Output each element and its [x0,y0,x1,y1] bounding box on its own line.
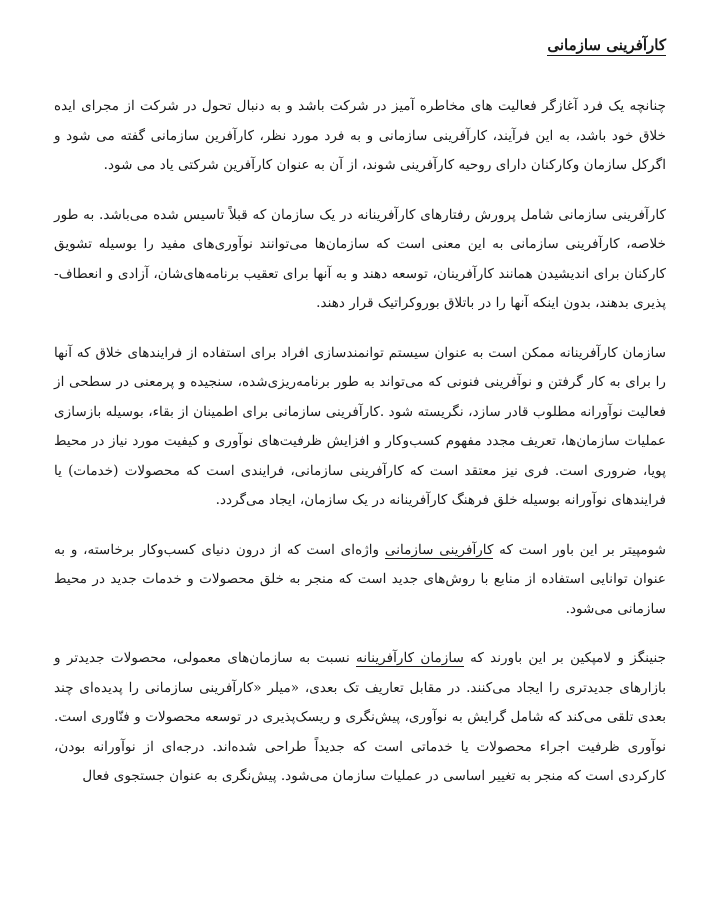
paragraph-5 [54,644,666,792]
paragraph-4 [54,536,666,625]
paragraph-4-before: شومپیتر بر این باور است که [493,541,666,558]
paragraph-1: چنانچه یک فرد آغازگر فعالیت های مخاطره آمیز در شرکت باشد و به دنبال تحول در شرکت از مجرای ایده خلاق خود باشد، به این فرآیند، کارآفرینی سازمانی و به فرد مورد نظر، کارآفرین سازمانی گفته می شود و اگرکل سازمان وکارکنان دارای روحیه کارآفرینی شوند، از آن به عنوان کارآفرین شرکتی یاد می شود. [54,98,666,173]
paragraph-4-underlined-term: کارآفرینی سازمانی [384,541,494,558]
paragraph-5-before: جنینگز و لامپکین بر این باورند که [463,650,666,666]
page-title-text: کارآفرینی سازمانی [547,36,666,54]
paragraph-4-after: واژه‌ای است که از درون دنیای کسب‌وکار برخاسته، و به عنوان توانایی استفاده از منابع با روش‌های جدید است که منجر به خلق محصولات و خدمات جدید در محیط سازمانی می‌شود. [54,541,666,617]
page-title [54,34,666,56]
paragraph-5-after: نسبت به سازمان‌های معمولی، محصولات جدیدتر و بازارهای جدیدتری را ایجاد می‌کنند. در مقابل تعاریف تک بعدی، «میلر «کارآفرینی سازمانی را پدیده‌ای چند بعدی تلقی می‌کند که شامل گرایش به نوآوری، پیش‌نگری و ریسک‌پذیری در توسعه محصولات و فنّاوری است. نوآوری ظرفیت اجراء محصولات یا خدماتی است که جدیداً طراحی شده‌اند. درجه‌ای از نوآورانه بودن، کارکردی است که منجر به تغییر اساسی در عملیات سازمان می‌شود. پیش‌نگری به عنوان جستجوی فعال [54,650,666,784]
document-page [54,28,666,812]
paragraph-5-underlined-term: سازمان کارآفرینانه [356,650,464,666]
paragraph-3: سازمان کارآفرینانه ممکن است به عنوان سیستم توانمندسازی افراد برای استفاده از فرایندهای خلاق که آنها را برای به کار گرفتن و نوآفرینی فنونی که می‌تواند به طور برنامه‌ریزی‌شده، سنجیده و پرمعنی در سطحی از فعالیت نوآورانه مطلوب قادر سازد، نگریسته شود .کارآفرینی سازمانی برای اطمینان از بقاء، بوسیله بازسازی عملیات سازمان‌ها، تعریف مجدد مفهوم کسب‌وکار و افزایش ظرفیت‌های نوآوری و کیفیت مورد نیاز در محیط پویا، ضروری است. فری نیز معتقد است که کارآفرینی سازمانی، فرایندی است که محصولات (خدمات) یا فرایندهای نوآورانه بوسیله خلق فرهنگ کارآفرینانه در یک سازمان، ایجاد می‌گردد. [54,344,666,508]
paragraph-2: کارآفرینی سازمانی شامل پرورش رفتارهای کارآفرینانه در یک سازمان که قبلاً تاسیس شده می‌باشد. به طور خلاصه، کارآفرینی سازمانی به این معنی است که سازمان‌ها می‌توانند نوآوری‌های مفید را بوسیله تشویق کارکنان برای اندیشیدن همانند کارآفرینان، توسعه دهند و به آنها برای تعقیب برنامه‌های‌شان، آزادی و انعطاف-پذیری بدهند، بدون اینکه آنها را در باتلاق بوروکراتیک قرار دهند. [54,206,666,311]
